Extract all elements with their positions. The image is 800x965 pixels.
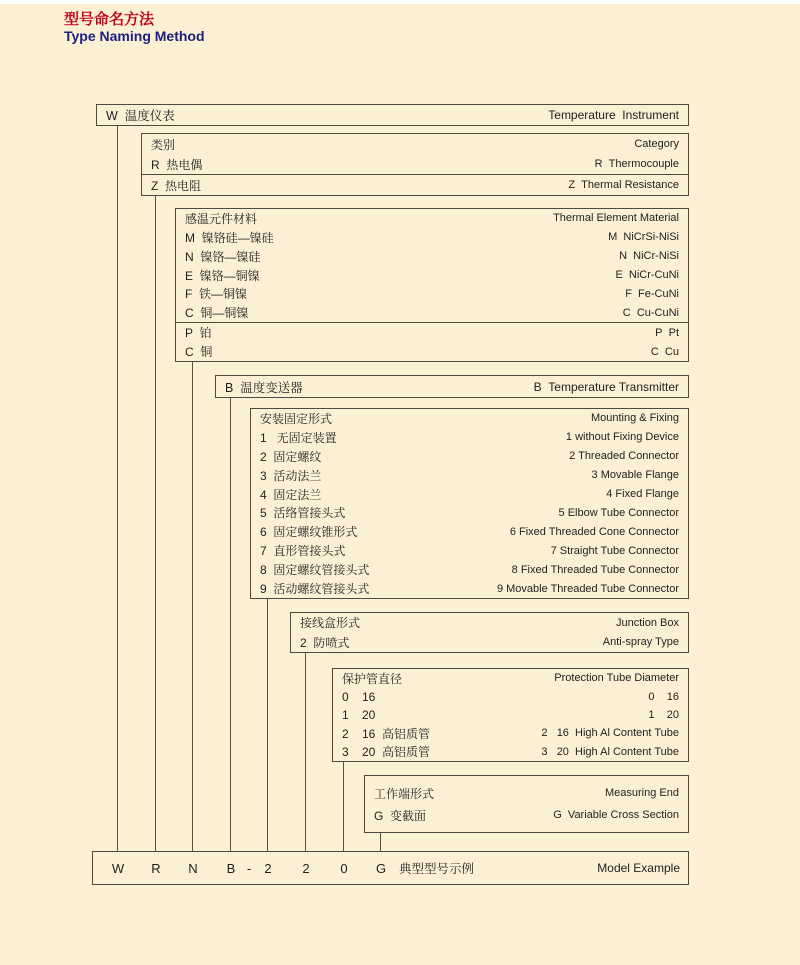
model-code-b: B [226, 860, 236, 876]
transmitter-en: B Temperature Transmitter [533, 379, 679, 394]
row-mounting-9 [251, 579, 688, 598]
measuring-header-zh: 工作端形式 [374, 786, 435, 801]
page-top-edge [0, 0, 800, 4]
measuring-g-en: G Variable Cross Section [553, 809, 679, 821]
connector-line-material [192, 362, 193, 851]
material-f-en: F Fe-CuNi [625, 287, 679, 300]
junction-header-en: Junction Box [616, 616, 679, 629]
row-mounting-6 [251, 522, 688, 541]
row-mounting-8 [251, 560, 688, 579]
box-measuring-end [364, 775, 689, 833]
model-code-n: N [188, 860, 198, 876]
model-example-label-zh: 典型型号示例 [399, 862, 475, 876]
connector-line-w [117, 125, 118, 851]
tube-3-zh: 3 20 高铝质管 [342, 745, 431, 760]
box-temperature-instrument [96, 104, 689, 126]
mounting-6-en: 6 Fixed Threaded Cone Connector [509, 525, 679, 538]
mounting-header-zh: 安装固定形式 [260, 411, 333, 426]
mounting-1-en: 1 without Fixing Device [565, 431, 679, 444]
row-category-thermal-resistance [142, 174, 688, 195]
material-header-en: Thermal Element Material [553, 212, 679, 225]
material-c2-en: C Cu [650, 345, 679, 358]
tube-header-en: Protection Tube Diameter [554, 672, 679, 685]
material-p-zh: P 铂 [185, 326, 212, 341]
mounting-7-en: 7 Straight Tube Connector [550, 544, 679, 557]
connector-line-mounting [267, 599, 268, 851]
material-c1-zh: C 铜—铜镍 [185, 306, 249, 321]
mounting-5-zh: 5 活络管接头式 [260, 506, 346, 521]
thermocouple-zh: R 热电偶 [151, 157, 203, 172]
row-tube-1 [333, 706, 688, 724]
row-junction-2 [291, 633, 688, 653]
tube-3-en: 3 20 High Al Content Tube [541, 745, 679, 758]
material-header-zh: 感温元件材料 [185, 211, 258, 226]
mounting-9-zh: 9 活动螺纹管接头式 [260, 582, 370, 597]
category-header-zh: 类别 [151, 137, 176, 152]
thermal-resistance-zh: Z 热电阻 [151, 178, 201, 193]
page-title-zh: 型号命名方法 [64, 11, 155, 28]
measuring-header-en: Measuring End [605, 787, 679, 799]
material-m-en: M NiCrSi-NiSi [608, 231, 679, 244]
model-code-0: 0 [340, 860, 348, 876]
row-material-header [176, 209, 688, 228]
connector-line-transmitter [230, 398, 231, 851]
junction-2-en: Anti-spray Type [602, 636, 679, 649]
material-f-zh: F 铁—铜镍 [185, 287, 247, 302]
tube-1-zh: 1 20 [342, 708, 376, 723]
connector-line-measuring-end [380, 833, 381, 851]
mounting-3-zh: 3 活动法兰 [260, 468, 322, 483]
material-c2-zh: C 铜 [185, 345, 213, 360]
box-thermal-element-material [175, 208, 689, 362]
connector-line-tube [343, 762, 344, 851]
row-category-header [142, 134, 688, 154]
measuring-g-zh: G 变截面 [374, 808, 427, 823]
mounting-3-en: 3 Movable Flange [591, 469, 679, 482]
model-code-hyphen: - [246, 860, 252, 876]
model-code-2b: 2 [302, 860, 310, 876]
row-temperature-instrument [97, 105, 688, 125]
mounting-7-zh: 7 直形管接头式 [260, 544, 346, 559]
junction-header-zh: 接线盒形式 [300, 616, 361, 631]
row-material-e [176, 266, 688, 285]
row-material-f [176, 285, 688, 304]
connector-line-category [155, 196, 156, 851]
row-tube-0 [333, 687, 688, 705]
material-p-en: P Pt [655, 326, 679, 339]
model-code-r: R [151, 860, 161, 876]
row-tube-2 [333, 724, 688, 742]
row-material-p [176, 322, 688, 342]
row-transmitter [216, 376, 688, 397]
thermal-resistance-en: Z Thermal Resistance [568, 179, 679, 191]
row-tube-3 [333, 743, 688, 761]
category-header-en: Category [634, 138, 679, 150]
row-tube-header [333, 669, 688, 687]
row-mounting-3 [251, 466, 688, 485]
mounting-6-zh: 6 固定螺纹锥形式 [260, 525, 358, 540]
row-material-c2 [176, 342, 688, 361]
box-junction-box [290, 612, 689, 653]
tube-0-zh: 0 16 [342, 689, 376, 704]
instrument-label-zh: W 温度仪表 [106, 109, 175, 123]
material-n-en: N NiCr-NiSi [619, 250, 679, 263]
row-material-c1 [176, 303, 688, 322]
instrument-label-en: Temperature Instrument [548, 108, 679, 122]
mounting-8-en: 8 Fixed Threaded Tube Connector [511, 563, 679, 576]
mounting-5-en: 5 Elbow Tube Connector [558, 506, 679, 519]
row-material-n [176, 247, 688, 266]
mounting-2-zh: 2 固定螺纹 [260, 449, 322, 464]
row-measuring-header [365, 782, 688, 804]
row-mounting-7 [251, 541, 688, 560]
box-protection-tube-diameter [332, 668, 689, 762]
row-mounting-1 [251, 428, 688, 447]
material-e-en: E NiCr-CuNi [615, 269, 679, 282]
mounting-2-en: 2 Threaded Connector [569, 450, 679, 463]
row-category-thermocouple [142, 154, 688, 174]
material-m-zh: M 镍铬硅—镍硅 [185, 230, 274, 245]
mounting-header-en: Mounting & Fixing [590, 412, 679, 425]
tube-2-zh: 2 16 高铝质管 [342, 726, 431, 741]
page-title-en: Type Naming Method [64, 28, 205, 44]
model-example-label-en: Model Example [597, 861, 680, 875]
tube-1-en: 1 20 [648, 709, 679, 722]
box-model-example [92, 851, 689, 885]
mounting-8-zh: 8 固定螺纹管接头式 [260, 563, 370, 578]
mounting-1-zh: 1 无固定装置 [260, 430, 337, 445]
thermocouple-en: R Thermocouple [594, 158, 679, 170]
row-mounting-5 [251, 504, 688, 523]
tube-2-en: 2 16 High Al Content Tube [541, 727, 679, 740]
material-c1-en: C Cu-CuNi [622, 306, 679, 319]
row-junction-header [291, 613, 688, 633]
material-n-zh: N 镍铬—镍硅 [185, 249, 261, 264]
connector-line-junction [305, 653, 306, 851]
box-temperature-transmitter [215, 375, 689, 398]
tube-0-en: 0 16 [648, 690, 679, 703]
material-e-zh: E 镍铬—铜镍 [185, 268, 260, 283]
row-measuring-g [365, 804, 688, 826]
box-mounting-fixing [250, 408, 689, 599]
junction-2-zh: 2 防喷式 [300, 635, 350, 650]
transmitter-zh: B 温度变送器 [225, 380, 303, 395]
model-code-2a: 2 [264, 860, 272, 876]
row-mounting-4 [251, 485, 688, 504]
tube-header-zh: 保护管直径 [342, 671, 403, 686]
mounting-4-en: 4 Fixed Flange [606, 488, 679, 501]
row-mounting-header [251, 409, 688, 428]
row-material-m [176, 228, 688, 247]
mounting-9-en: 9 Movable Threaded Tube Connector [496, 582, 679, 595]
box-category [141, 133, 689, 196]
model-code-w: W [111, 860, 125, 876]
model-code-g: G [375, 860, 387, 876]
mounting-4-zh: 4 固定法兰 [260, 487, 322, 502]
row-mounting-2 [251, 447, 688, 466]
